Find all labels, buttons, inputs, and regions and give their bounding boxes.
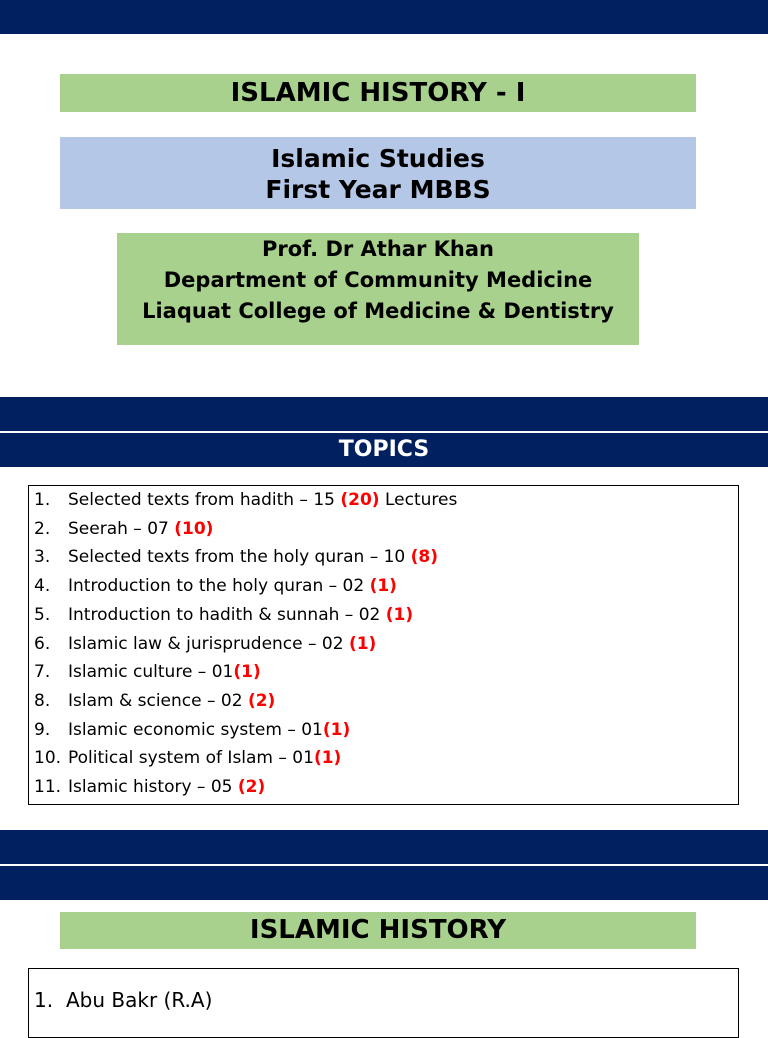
course-name: Islamic Studies	[271, 144, 485, 173]
topic-item	[34, 601, 413, 629]
topic-text: Political system of Islam – 01	[68, 748, 314, 769]
topics-heading: TOPICS	[0, 433, 768, 467]
topic-number: 2.	[34, 518, 51, 539]
topic-count: (8)	[410, 547, 439, 568]
topic-text: Selected texts from the holy quran – 10	[68, 547, 411, 568]
topic-item	[34, 716, 350, 744]
author-name: Prof. Dr Athar Khan	[262, 237, 494, 261]
topic-count: (1)	[348, 633, 377, 654]
topic-count: (20)	[340, 490, 380, 510]
topics-list	[28, 485, 739, 805]
topic-text: Selected texts from hadith – 15	[68, 490, 341, 510]
topic-text: Islamic culture – 01	[68, 662, 234, 683]
topic-item	[34, 486, 457, 514]
topic-count: (10)	[174, 518, 214, 539]
topic-text: Seerah – 07	[68, 518, 175, 539]
section-title: ISLAMIC HISTORY	[60, 912, 696, 949]
history-number: 1.	[34, 988, 54, 1012]
topic-item	[34, 744, 341, 772]
topic-text: Introduction to hadith & sunnah – 02	[68, 604, 386, 625]
author-box	[117, 233, 639, 345]
topic-count: (2)	[247, 690, 276, 711]
course-subtitle	[60, 137, 696, 209]
topic-number: 1.	[34, 490, 51, 510]
topic-item	[34, 773, 265, 801]
slide-divider-bar	[0, 397, 768, 431]
topic-item	[34, 572, 397, 600]
topic-item	[34, 687, 275, 715]
slide-divider-bar	[0, 830, 768, 864]
topic-number: 3.	[34, 547, 51, 568]
topic-count: (1)	[322, 719, 351, 740]
topic-number: 4.	[34, 576, 51, 597]
topic-item	[34, 658, 261, 686]
author-institution: Liaquat College of Medicine & Dentistry	[142, 299, 614, 323]
topic-text: Islamic law & jurisprudence – 02	[68, 633, 349, 654]
topic-number: 8.	[34, 690, 51, 711]
topic-number: 10.	[34, 748, 62, 769]
topic-item	[34, 543, 438, 571]
topic-number: 5.	[34, 604, 51, 625]
topic-suffix: Lectures	[379, 490, 458, 510]
topic-number: 11.	[34, 777, 62, 797]
slide-header-bar	[0, 866, 768, 900]
slide-title: ISLAMIC HISTORY - I	[60, 74, 696, 112]
topic-count: (2)	[237, 777, 266, 797]
topic-number: 9.	[34, 719, 51, 740]
author-department: Department of Community Medicine	[163, 268, 593, 292]
topic-count: (1)	[313, 748, 342, 769]
topic-count: (1)	[369, 576, 397, 597]
top-header-bar	[0, 0, 768, 34]
topic-number: 6.	[34, 633, 51, 654]
topic-number: 7.	[34, 662, 51, 683]
history-list	[28, 968, 739, 1038]
course-year: First Year MBBS	[265, 175, 491, 204]
topic-text: Islam & science – 02	[68, 690, 248, 711]
history-item	[34, 985, 212, 1015]
topic-text: Introduction to the holy quran – 02	[68, 576, 370, 597]
topic-text: Islamic economic system – 01	[68, 719, 323, 740]
topic-count: (1)	[233, 662, 261, 683]
history-text: Abu Bakr (R.A)	[66, 988, 213, 1012]
topic-item	[34, 515, 213, 543]
topic-text: Islamic history – 05	[68, 777, 238, 797]
topic-count: (1)	[385, 604, 414, 625]
topic-item	[34, 630, 376, 658]
